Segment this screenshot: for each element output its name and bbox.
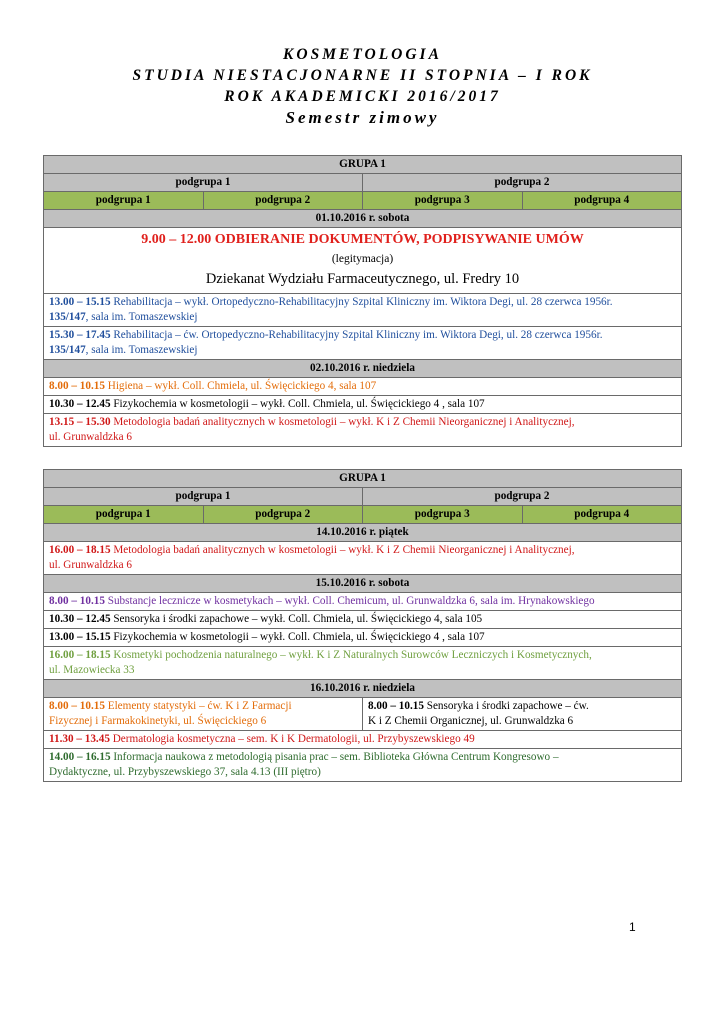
schedule-entry <box>44 396 682 414</box>
entry-time: 13.00 – 15.15 <box>49 631 111 643</box>
entry-time: 14.00 – 16.15 <box>49 751 111 763</box>
subgroup-header: podgrupa 1 <box>44 488 363 506</box>
entry-text: , sala im. Tomaszewskiej <box>85 311 198 323</box>
schedule-entry <box>44 731 682 749</box>
entry-time: 8.00 – 10.15 <box>49 380 105 392</box>
subsubgroup-header: podgrupa 2 <box>203 192 363 210</box>
schedule-entry <box>44 294 682 327</box>
schedule-entry <box>44 647 682 680</box>
entry-time: 16.00 – 18.15 <box>49 544 111 556</box>
subsubgroup-header: podgrupa 4 <box>522 506 682 524</box>
document-header <box>0 44 725 128</box>
header-line-2: STUDIA NIESTACJONARNE II STOPNIA – I ROK <box>132 67 593 84</box>
header-line-4: Semestr zimowy <box>285 108 440 127</box>
entry-text: Substancje lecznicze w kosmetykach – wykł. Coll. Chemicum, ul. Grunwaldzka 6, sala im. Hrynakowskiego <box>104 595 595 607</box>
date-row: 02.10.2016 r. niedziela <box>44 360 682 378</box>
subsubgroup-header: podgrupa 3 <box>363 506 523 524</box>
entry-text: Elementy statystyki – ćw. K i Z Farmacji <box>104 700 292 712</box>
schedule-entry <box>44 698 363 731</box>
entry-time: 135/147 <box>49 344 86 356</box>
date-row: 15.10.2016 r. sobota <box>44 575 682 593</box>
entry-text: Metodologia badań analitycznych w kosmetologii – wykł. K i Z Chemii Nieorganicznej i Analitycznej, <box>110 544 575 556</box>
entry-text: , sala im. Tomaszewskiej <box>85 344 198 356</box>
notice-title: 9.00 – 12.00 ODBIERANIE DOKUMENTÓW, PODPISYWANIE UMÓW <box>141 232 584 247</box>
entry-time: 13.00 – 15.15 <box>49 296 111 308</box>
subsubgroup-header: podgrupa 1 <box>44 506 204 524</box>
entry-text: Dydaktyczne, ul. Przybyszewskiego 37, sala 4.13 (III piętro) <box>49 766 321 778</box>
header-line-3: ROK AKADEMICKI 2016/2017 <box>224 88 501 105</box>
entry-text: Informacja naukowa z metodologią pisania prac – sem. Biblioteka Główna Centrum Kongresowo – <box>110 751 559 763</box>
schedule-entry <box>44 542 682 575</box>
entry-text: Rehabilitacja – wykł. Ortopedyczno-Rehabilitacyjny Szpital Kliniczny im. Wiktora Degi, ul. 28 czerwca 1956r. <box>110 296 613 308</box>
entry-text: Rehabilitacja – ćw. Ortopedyczno-Rehabilitacyjny Szpital Kliniczny im. Wiktora Degi, ul. 28 czerwca 1956r. <box>110 329 603 341</box>
date-row: 01.10.2016 r. sobota <box>44 210 682 228</box>
date-row: 16.10.2016 r. niedziela <box>44 680 682 698</box>
entry-text: Sensoryka i środki zapachowe – wykł. Coll. Chmiela, ul. Święcickiego 4, sala 105 <box>110 613 483 625</box>
entry-text: Sensoryka i środki zapachowe – ćw. <box>423 700 589 712</box>
schedule-entry <box>44 629 682 647</box>
entry-time: 13.15 – 15.30 <box>49 416 111 428</box>
schedule-entry <box>363 698 682 731</box>
entry-time: 10.30 – 12.45 <box>49 613 111 625</box>
notice-cell <box>44 228 682 294</box>
subsubgroup-header: podgrupa 3 <box>363 192 523 210</box>
entry-time: 135/147 <box>49 311 86 323</box>
entry-time: 8.00 – 10.15 <box>49 595 105 607</box>
schedule-entry <box>44 611 682 629</box>
schedule-entry <box>44 593 682 611</box>
schedule-entry <box>44 327 682 360</box>
subgroup-header: podgrupa 2 <box>363 488 682 506</box>
subsubgroup-header: podgrupa 2 <box>203 506 363 524</box>
entry-time: 10.30 – 12.45 <box>49 398 111 410</box>
group-header: GRUPA 1 <box>44 156 682 174</box>
entry-text: K i Z Chemii Organicznej, ul. Grunwaldzka 6 <box>368 715 574 727</box>
date-row: 14.10.2016 r. piątek <box>44 524 682 542</box>
schedule-entry <box>44 414 682 447</box>
header-line-1: KOSMETOLOGIA <box>283 46 442 63</box>
entry-time: 8.00 – 10.15 <box>368 700 424 712</box>
subgroup-header: podgrupa 1 <box>44 174 363 192</box>
entry-text: Fizykochemia w kosmetologii – wykł. Coll. Chmiela, ul. Święcickiego 4 , sala 107 <box>110 398 485 410</box>
entry-text: Fizycznej i Farmakokinetyki, ul. Święcickiego 6 <box>49 715 267 727</box>
group-header: GRUPA 1 <box>44 470 682 488</box>
page-number: 1 <box>629 920 636 934</box>
entry-text: ul. Grunwaldzka 6 <box>49 559 132 571</box>
entry-text: Kosmetyki pochodzenia naturalnego – wykł. K i Z Naturalnych Surowców Leczniczych i Kosmetycznych, <box>110 649 592 661</box>
entry-text: ul. Mazowiecka 33 <box>49 664 135 676</box>
entry-time: 15.30 – 17.45 <box>49 329 111 341</box>
schedule-table-2 <box>43 469 682 782</box>
entry-text: Dermatologia kosmetyczna – sem. K i K Dermatologii, ul. Przybyszewskiego 49 <box>109 733 475 745</box>
entry-text: Fizykochemia w kosmetologii – wykł. Coll. Chmiela, ul. Święcickiego 4 , sala 107 <box>110 631 485 643</box>
entry-text: ul. Grunwaldzka 6 <box>49 431 132 443</box>
schedule-entry <box>44 749 682 782</box>
schedule-table-1 <box>43 155 682 447</box>
entry-time: 8.00 – 10.15 <box>49 700 105 712</box>
entry-time: 11.30 – 13.45 <box>49 733 110 745</box>
subgroup-header: podgrupa 2 <box>363 174 682 192</box>
schedule-entry <box>44 378 682 396</box>
notice-place: Dziekanat Wydziału Farmaceutycznego, ul. Fredry 10 <box>205 271 520 287</box>
subsubgroup-header: podgrupa 1 <box>44 192 204 210</box>
subsubgroup-header: podgrupa 4 <box>522 192 682 210</box>
entry-text: Metodologia badań analitycznych w kosmetologii – wykł. K i Z Chemii Nieorganicznej i Analitycznej, <box>110 416 575 428</box>
notice-subtitle: (legitymacja) <box>331 253 394 265</box>
entry-time: 16.00 – 18.15 <box>49 649 111 661</box>
entry-text: Higiena – wykł. Coll. Chmiela, ul. Święcickiego 4, sala 107 <box>104 380 377 392</box>
